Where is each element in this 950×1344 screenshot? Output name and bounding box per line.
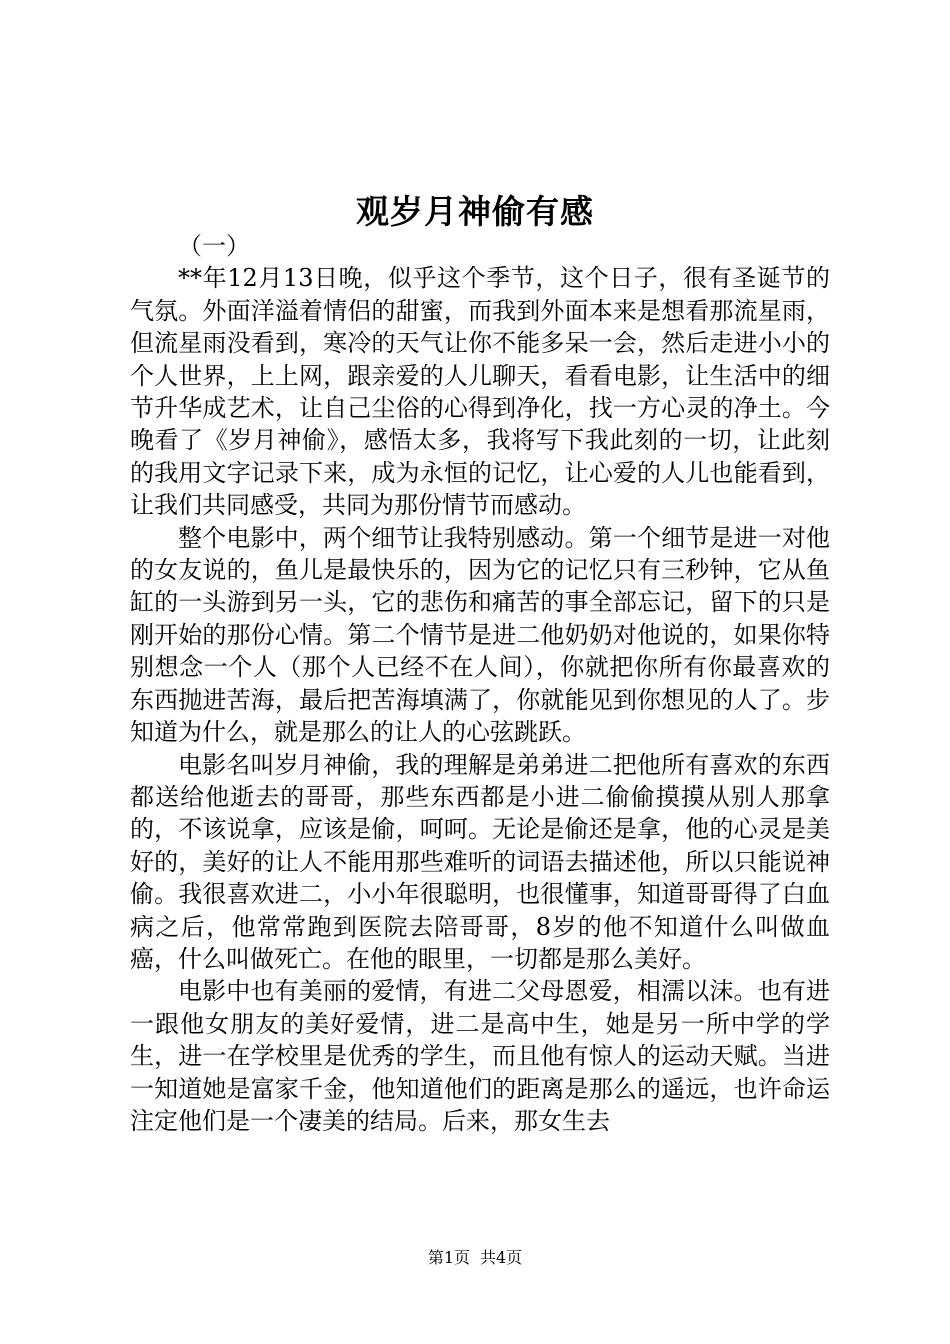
page-footer [0, 1245, 950, 1268]
document-body [130, 230, 830, 1137]
paragraph: 整个电影中，两个细节让我特别感动。第一个细节是进一对他的女友说的，鱼儿是最快乐的，因为它的记忆只有三秒钟，它从鱼缸的一头游到另一头，它的悲伤和痛苦的事全部忘记，留下的只是刚开始的那份心情。第二个情节是进二他奶奶对他说的，如果你特别想念一个人（那个人已经不在人间），你就把你所有你最喜欢的东西抛进苦海，最后把苦海填满了，你就能见到你想见的人了。步知道为什么，就是那么的让人的心弦跳跃。 [130, 523, 830, 747]
paragraph: **年12月13日晚，似乎这个季节，这个日子，很有圣诞节的气氛。外面洋溢着情侣的甜蜜，而我到外面本来是想看那流星雨，但流星雨没看到，寒冷的天气让你不能多呆一会，然后走进小小的个人世界，上上网，跟亲爱的人儿聊天，看看电影，让生活中的细节升华成艺术，让自己尘俗的心得到净化，找一方心灵的净土。今晚看了《岁月神偷》，感悟太多，我将写下我此刻的一切，让此刻的我用文字记录下来，成为永恒的记忆，让心爱的人儿也能看到，让我们共同感受，共同为那份情节而感动。 [130, 264, 830, 520]
section-mark: （一） [178, 232, 250, 260]
page-number: 第1页 [427, 1248, 470, 1267]
paragraph: 电影名叫岁月神偷，我的理解是弟弟进二把他所有喜欢的东西都送给他逝去的哥哥，那些东西都是小进二偷偷摸摸从别人那拿的，不该说拿，应该是偷，呵呵。无论是偷还是拿，他的心灵是美好的，美好的让人不能用那些难听的词语去描述他，所以只能说神偷。我很喜欢进二，小小年很聪明，也很懂事，知道哥哥得了白血病之后，他常常跑到医院去陪哥哥，8岁的他不知道什么叫做血癌，什么叫做死亡。在他的眼里，一切都是那么美好。 [130, 750, 830, 973]
paragraph: 电影中也有美丽的爱情，有进二父母恩爱，相濡以沫。也有进一跟他女朋友的美好爱情，进二是高中生，她是另一所中学的学生，进一在学校里是优秀的学生，而且他有惊人的运动天赋。当进一知道她是富家千金，他知道他们的距离是那么的遥远，也许命运注定他们是一个凄美的结局。后来，那女生去 [130, 977, 830, 1135]
page-total: 共4页 [480, 1248, 523, 1267]
document-title: 观岁月神偷有感 [356, 192, 594, 231]
